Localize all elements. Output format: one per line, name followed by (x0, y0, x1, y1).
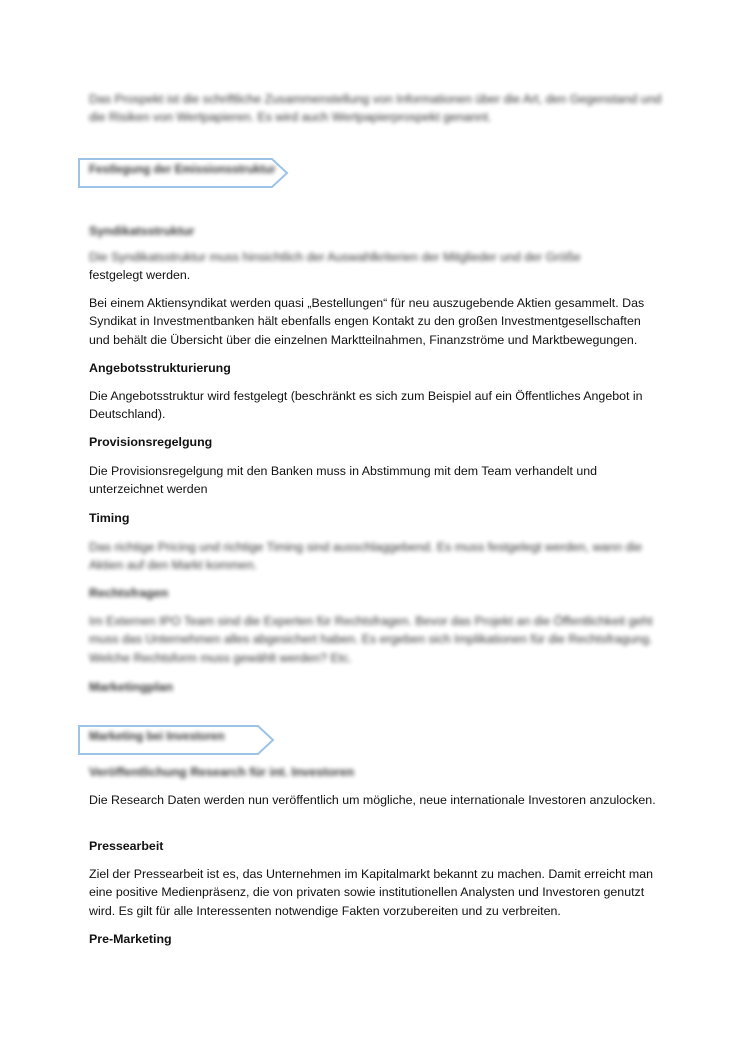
angebot-paragraph: Die Angebotsstruktur wird festgelegt (beschränkt es sich zum Beispiel auf ein Öffentliches Angebot in Deutschland). (89, 389, 643, 422)
research-paragraph: Die Research Daten werden nun veröffentlich um mögliche, neue internationale Investoren anzulocken. (89, 793, 656, 807)
syndikat-blurred-line: Die Syndikatsstruktur muss hinsichtlich der Auswahlkriterien der Mitglieder und der Größe (89, 250, 581, 264)
intro-paragraph: Das Prospekt ist die schriftliche Zusammenstellung von Informationen über die Art, den Gegenstand und die Risiken von Wertpapieren. Es wird auch Wertpapierprospekt genannt. (89, 92, 662, 125)
provision-paragraph: Die Provisionsregelgung mit den Banken muss in Abstimmung mit dem Team verhandelt und unterzeichnet werden (89, 464, 598, 497)
banner-title: Marketing bei Investoren (89, 731, 225, 743)
heading-pressearbeit: Pressearbeit (89, 839, 164, 853)
heading-angebotsstrukturierung: Angebotsstrukturierung (89, 361, 231, 375)
banner-title: Festlegung der Emissionsstruktur (89, 164, 276, 176)
heading-timing: Timing (89, 511, 130, 525)
syndikat-paragraph: Bei einem Aktiensyndikat werden quasi „Bestellungen“ für neu auszugebende Aktien gesammelt. Das Syndikat in Investmentbanken hält ebenfalls engen Kontakt zu den großen Investmentgesellschaften und behält die Übersicht über die einzelnen Marktteilnahmen, Finanzströme und Marktbewegungen. (89, 296, 645, 347)
timing-paragraph: Das richtige Pricing und richtige Timing sind ausschlaggebend. Es muss festgelegt werden, wann die Aktien auf den Markt kommen. (89, 540, 643, 573)
section-banner-emission (78, 158, 288, 188)
pressearbeit-paragraph: Ziel der Pressearbeit ist es, das Unternehmen im Kapitalmarkt bekannt zu machen. Damit erreicht man eine positive Medienpräsenz, die von privaten sowie institutionellen Analysten und Investoren genutzt wird. Es gilt für alle Interessenten notwendige Fakten vorzubereiten und zu verbreiten. (89, 867, 654, 918)
heading-provisionsregelgung: Provisionsregelgung (89, 435, 213, 449)
heading-pre-marketing: Pre-Marketing (89, 932, 172, 946)
heading-marketingplan: Marketingplan (89, 680, 173, 694)
heading-research: Veröffentlichung Research für int. Investoren (89, 765, 355, 779)
rechtsfragen-paragraph: Im Externen IPO Team sind die Experten für Rechtsfragen. Bevor das Projekt an die Öffentlichkeit geht muss das Unternehmen alles abgesichert haben. Es ergeben sich Implikationen für die Rechtsfragung. Welche Rechtsform muss gewählt werden? Etc. (89, 614, 653, 665)
heading-rechtsfragen: Rechtsfragen (89, 586, 169, 600)
syndikat-continuation: festgelegt werden. (89, 268, 191, 282)
section-banner-marketing (78, 725, 288, 755)
heading-syndikatsstruktur: Syndikatsstruktur (89, 224, 195, 238)
